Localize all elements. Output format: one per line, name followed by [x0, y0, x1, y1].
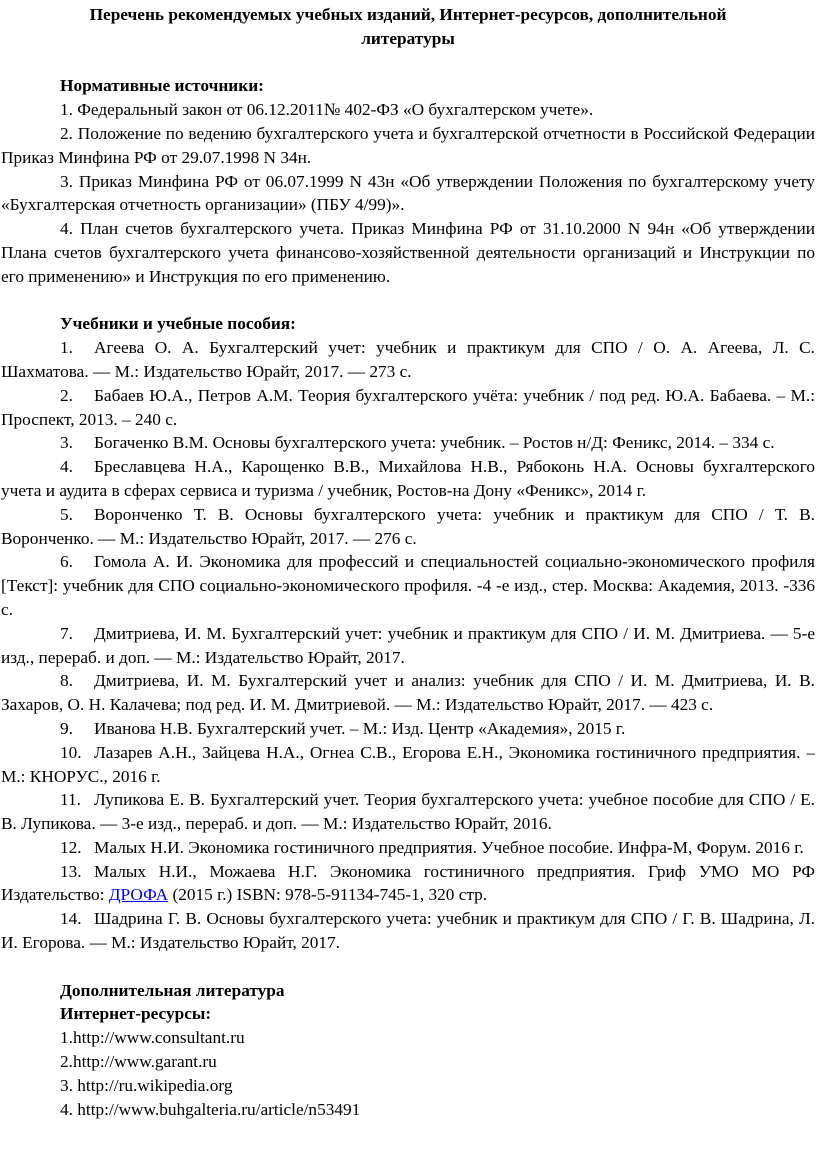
textbook-item — [1, 431, 815, 455]
textbook-item — [1, 550, 815, 621]
internet-resource: 2.http://www.garant.ru — [60, 1052, 217, 1072]
item-number: 11. — [60, 790, 81, 810]
item-text: Дмитриева, И. М. Бухгалтерский учет: учебник и практикум для СПО / И. М. Дмитриева. — 5-е изд., перераб. и доп. — М.: Издательство Юрайт, 2017. — [1, 623, 815, 667]
item-text: Шадрина Г. В. Основы бухгалтерского учета: учебник и практикум для СПО / Г. В. Шадрина, Л. И. Егорова. — М.: Издательство Юрайт, 2017. — [1, 909, 815, 953]
page-title: Перечень рекомендуемых учебных изданий, Интернет-ресурсов, дополнительной литературы — [89, 5, 727, 48]
item-number: 5. — [60, 504, 73, 524]
textbook-item — [1, 741, 815, 789]
item-number: 13. — [60, 861, 82, 881]
textbook-item — [1, 455, 815, 503]
textbook-item — [1, 860, 815, 908]
item-text: Малых Н.И. Экономика гостиничного предприятия. Учебное пособие. Инфра-М, Форум. 2016 г. — [94, 837, 804, 857]
textbook-item — [1, 788, 815, 836]
item-number: 3. — [60, 433, 73, 453]
item-number: 7. — [60, 623, 73, 643]
item-text: Воронченко Т. В. Основы бухгалтерского учета: учебник и практикум для СПО / Т. В. Воронченко. — М.: Издательство Юрайт, 2017. — 276 с. — [1, 504, 815, 548]
textbook-item — [1, 622, 815, 670]
internet-resource: 4. http://www.buhgalteria.ru/article/n53491 — [60, 1099, 361, 1119]
item-number: 6. — [60, 552, 73, 572]
textbook-item — [1, 907, 815, 955]
internet-resource: 3. http://ru.wikipedia.org — [60, 1075, 233, 1095]
normative-item: 4. План счетов бухгалтерского учета. Приказ Минфина РФ от 31.10.2000 N 94н «Об утверждении Плана счетов бухгалтерского учета финансово-хозяйственной деятельности организаций и Инструкции по его применению» и Инструкция по его применению. — [1, 219, 815, 286]
item-number: 8. — [60, 671, 73, 691]
textbook-item — [1, 384, 815, 432]
item-text: Бреславцева Н.А., Карощенко В.В., Михайлова Н.В., Рябоконь Н.А. Основы бухгалтерского учета и аудита в сферах сервиса и туризма / учебник, Ростов-на Дону «Феникс», 2014 г. — [1, 457, 815, 500]
normative-item: 1. Федеральный закон от 06.12.2011№ 402-ФЗ «О бухгалтерском учете». — [60, 100, 594, 120]
textbook-item — [1, 836, 815, 860]
publisher-link[interactable]: ДРОФА — [108, 885, 169, 905]
textbook-item — [1, 717, 815, 741]
item-text: Иванова Н.В. Бухгалтерский учет. – М.: Изд. Центр «Академия», 2015 г. — [94, 718, 626, 738]
item-text: Дмитриева, И. М. Бухгалтерский учет и анализ: учебник для СПО / И. М. Дмитриева, И. В. Захаров, О. Н. Калачева; под ред. И. М. Дмитриевой. — М.: Издательство Юрайт, 2017. — 423 с. — [1, 671, 815, 715]
item-text: Лазарев А.Н., Зайцева Н.А., Огнеа С.В., Егорова Е.Н., Экономика гостиничного предприятия. – М.: КНОРУС., 2016 г. — [1, 742, 815, 786]
additional-heading: Дополнительная литература — [60, 980, 285, 1000]
item-text: Бабаев Ю.А., Петров А.М. Теория бухгалтерского учёта: учебник / под ред. Ю.А. Бабаева. – М.: Проспект, 2013. – 240 с. — [1, 385, 815, 429]
item-text: Малых Н.И., Можаева Н.Г. Экономика гостиничного предприятия. Гриф УМО МО РФ Издательство: — [1, 861, 815, 905]
item-text: Гомола А. И. Экономика для профессий и специальностей социально-экономического профиля [Текст]: учебник для СПО социально-экономического профиля. -4 -е изд., стер. Москва: Академия, 2013. -336 с. — [1, 552, 815, 619]
item-text: Лупикова Е. В. Бухгалтерский учет. Теория бухгалтерского учета: учебное пособие для СПО / Е. В. Лупикова. — 3-е изд., перераб. и доп. — М.: Издательство Юрайт, 2016. — [1, 790, 815, 834]
item-text: (2015 г.) ISBN: 978-5-91134-745-1, 320 стр. — [168, 885, 488, 905]
internet-heading: Интернет-ресурсы: — [60, 1004, 212, 1024]
item-number: 2. — [60, 385, 73, 405]
textbooks-heading: Учебники и учебные пособия: — [60, 314, 296, 334]
textbook-item — [1, 336, 815, 384]
textbook-item — [1, 669, 815, 717]
normative-item: 2. Положение по ведению бухгалтерского учета и бухгалтерской отчетности в Российской Федерации Приказ Минфина РФ от 29.07.1998 N 34н. — [1, 123, 815, 167]
item-number: 10. — [60, 742, 82, 762]
item-number: 1. — [60, 338, 73, 358]
item-number: 12. — [60, 837, 82, 857]
spacer — [1, 51, 815, 75]
item-text: Богаченко В.М. Основы бухгалтерского учета: учебник. – Ростов н/Д: Феникс, 2014. – 334 с. — [94, 433, 775, 453]
normative-heading: Нормативные источники: — [60, 76, 264, 96]
spacer — [1, 955, 815, 979]
spacer — [1, 289, 815, 313]
item-number: 14. — [60, 909, 82, 929]
textbook-item — [1, 503, 815, 551]
internet-resource: 1.http://www.consultant.ru — [60, 1028, 245, 1048]
normative-item: 3. Приказ Минфина РФ от 06.07.1999 N 43н «Об утверждении Положения по бухгалтерскому учету «Бухгалтерская отчетность организации» (ПБУ 4/99)». — [1, 171, 815, 215]
item-number: 9. — [60, 718, 73, 738]
item-text: Агеева О. А. Бухгалтерский учет: учебник и практикум для СПО / О. А. Агеева, Л. С. Шахматова. — М.: Издательство Юрайт, 2017. — 273 с. — [1, 338, 815, 381]
item-number: 4. — [60, 457, 73, 477]
